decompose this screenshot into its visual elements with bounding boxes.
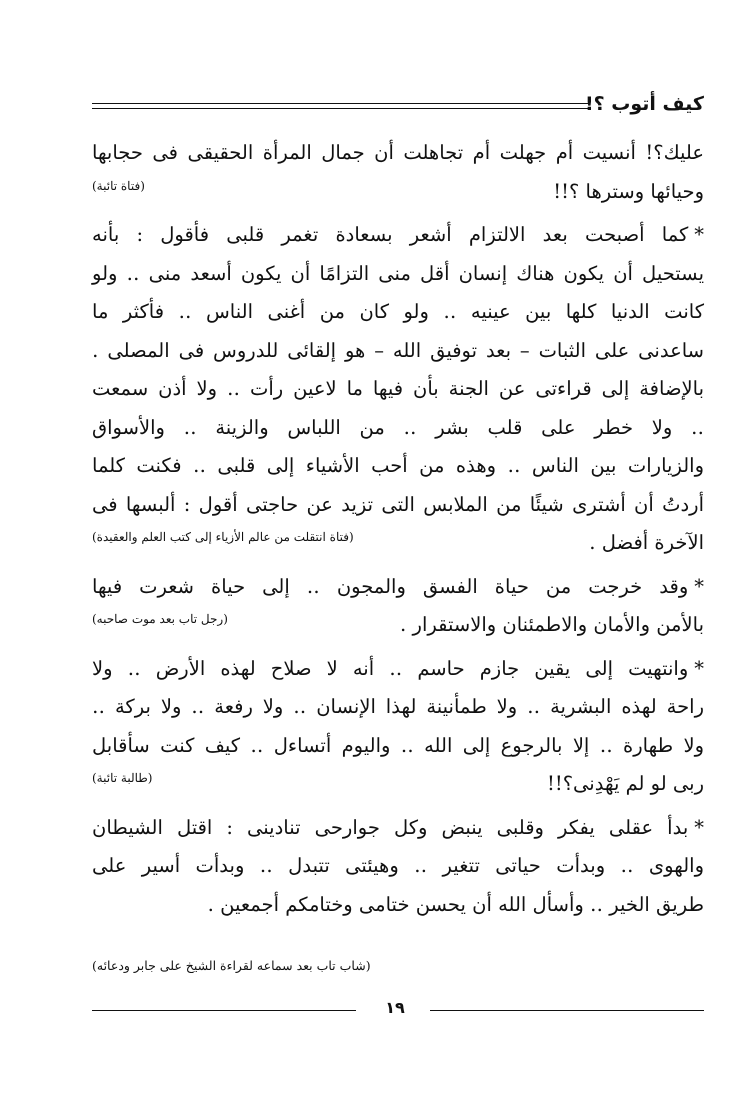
footer-rule-left — [92, 1010, 356, 1011]
line-text: بالإضافة إلى قراءتى عن الجنة بأن فيها ما لاعين رأت ‥ ولا أذن سمعت — [92, 377, 704, 400]
asterisk-bullet-icon: * — [694, 223, 704, 246]
line-text: طريق الخير ‥ وأسأل الله أن يحسن ختامى وختامكم أجمعين ․ — [207, 892, 704, 916]
text-line — [92, 765, 704, 804]
line-text: ربى لو لم يَهْدِنى؟!! — [547, 772, 704, 795]
line-text: وقد خرجت من حياة الفسق والمجون ‥ إلى حياة شعرت فيها — [92, 574, 689, 598]
asterisk-bullet-icon: * — [694, 656, 704, 680]
header-rule-bottom — [92, 108, 590, 109]
footer-rule-right — [430, 1010, 704, 1011]
text-line — [92, 216, 704, 255]
line-text: كما أصبحت بعد الالتزام أشعر بسعادة تغمر قلبى فأقول : بأنه — [92, 223, 689, 246]
line-text: بدأ عقلى يفكر وقلبى ينبض وكل جوارحى تنادينى : اقتل الشيطان — [92, 815, 689, 839]
line-text: ساعدنى على الثبات – بعد توفيق الله – هو إلقائى للدروس فى المصلى ․ — [92, 338, 704, 362]
text-line — [92, 293, 704, 332]
text-line — [92, 370, 704, 409]
attribution-note: (فتاة انتقلت من عالم الأزياء إلى كتب العلم والعقيدة) — [92, 530, 354, 544]
text-line — [92, 447, 704, 486]
closing-attribution: (شاب تاب بعد سماعه لقراءة الشيخ على جابر ودعائه) — [92, 958, 371, 973]
text-line — [92, 727, 704, 766]
attribution-note: (طالبة تائبة) — [92, 771, 153, 785]
line-text: أردتُ أن أشترى شيئًا من الملابس التى تزيد عن حاجتى أقول : ألبسها فى — [92, 492, 704, 516]
line-text: وانتهيت إلى يقين جازم حاسم ‥ أنه لا صلاح لهذه الأرض ‥ ولا — [92, 656, 689, 680]
text-line — [92, 606, 704, 645]
text-line — [92, 134, 704, 173]
page-body — [92, 134, 704, 924]
line-text: والهوى ‥ وبدأت حياتى تتغير ‥ وهيئتى تتبدل ‥ وبدأت أسير على — [92, 854, 704, 877]
running-header — [92, 92, 704, 116]
line-text: بالأمن والأمان والاطمئنان والاستقرار ․ — [399, 613, 704, 636]
text-line — [92, 524, 704, 563]
attribution-note: (فتاة تائبة) — [92, 178, 145, 193]
line-text: راحة لهذه البشرية ‥ ولا طمأنينة لهذا الإنسان ‥ ولا رفعة ‥ ولا بركة ‥ — [92, 695, 704, 718]
line-text: كانت الدنيا كلها بين عينيه ‥ ولو كان من أغنى الناس ‥ فأكثر ما — [92, 300, 704, 323]
line-text: يستحيل أن يكون هناك إنسان أقل منى التزامًا أن يكون أسعد منى ‥ ولو — [92, 261, 704, 285]
line-text: وحيائها وسترها ؟!! — [553, 179, 704, 203]
line-text: ولا طهارة ‥ إلا بالرجوع إلى الله ‥ واليوم أتساءل ‥ كيف كنت سأقابل — [92, 733, 704, 757]
asterisk-bullet-icon: * — [694, 815, 704, 839]
header-rule-top — [92, 103, 590, 104]
text-line — [92, 650, 704, 689]
attribution-note: (رجل تاب بعد موت صاحبه) — [92, 612, 228, 626]
text-line — [92, 332, 704, 371]
text-line — [92, 255, 704, 294]
text-line — [92, 486, 704, 525]
text-line — [92, 409, 704, 448]
page-footer — [92, 996, 704, 1020]
text-line — [92, 173, 704, 212]
header-title: كيف أتوب ؟! — [584, 93, 704, 115]
text-line — [92, 809, 704, 848]
line-text: عليك؟! أنسيت أم جهلت أم تجاهلت أن جمال المرأة الحقيقى فى حجابها — [92, 141, 704, 164]
text-line — [92, 847, 704, 886]
line-text: الآخرة أفضل ․ — [589, 531, 704, 554]
text-line — [92, 568, 704, 607]
asterisk-bullet-icon: * — [694, 574, 704, 598]
text-line — [92, 688, 704, 727]
line-text: ‥ ولا خطر على قلب بشر ‥ من اللباس والزينة ‥ والأسواق — [92, 415, 704, 439]
text-line — [92, 886, 704, 925]
line-text: والزيارات بين الناس ‥ وهذه من أحب الأشياء إلى قلبى ‥ فكنت كلما — [92, 454, 704, 477]
page-number: ١٩ — [385, 998, 405, 1017]
